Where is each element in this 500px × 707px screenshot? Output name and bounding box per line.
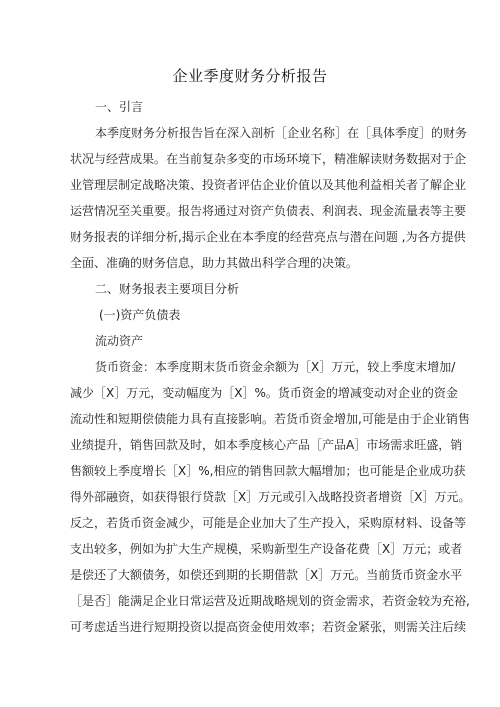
cash-paragraph-line: 流动性和短期偿债能力具有直接影响。若货币资金增加,可能是由于企业销售 — [70, 412, 470, 426]
cash-paragraph-line: 减少［X］万元，变动幅度为［X］%。货币资金的增减变动对企业的资金 — [70, 386, 458, 400]
cash-paragraph-line: ［是否］能满足企业日常运营及近期战略规划的资金需求，若资金较为充裕, — [70, 594, 470, 608]
subsection-heading-balance-sheet: (一)资产负债表 — [99, 308, 181, 322]
cash-paragraph-line: 可考虑适当进行短期投资以提高资金使用效率；若资金紧张，则需关注后续 — [70, 620, 467, 634]
intro-line: 本季度财务分析报告旨在深入剖析［企业名称］在［具体季度］的财务 — [95, 126, 468, 140]
cash-paragraph-line: 得外部融资，如获得银行贷款［X］万元或引入战略投资者增资［X］万元。 — [70, 490, 471, 504]
section-heading-financial-analysis: 二、财务报表主要项目分析 — [95, 282, 240, 296]
cash-paragraph-line: 支出较多，例如为扩大生产规模，采购新型生产设备花费［X］万元；或者 — [70, 542, 463, 556]
cash-paragraph-line: 货币资金：本季度期末货币资金余额为［X］万元，较上季度末增加/ — [95, 360, 456, 374]
section-heading-intro: 一、引言 — [95, 100, 144, 114]
cash-paragraph-line: 业绩提升，销售回款及时，如本季度核心产品［产品A］市场需求旺盛，销 — [70, 438, 463, 452]
cash-paragraph-line: 售额较上季度增长［X］%,相应的销售回款大幅增加；也可能是企业成功获 — [70, 464, 466, 478]
intro-line: 状况与经营成果。在当前复杂多变的市场环境下，精准解读财务数据对于企 — [70, 152, 467, 166]
intro-line: 运营情况至关重要。报告将通过对资产负债表、利润表、现金流量表等主要 — [70, 204, 467, 218]
intro-line: 财务报表的详细分析,揭示企业在本季度的经营亮点与潜在问题 ,为各方提供 — [70, 230, 466, 244]
intro-line: 全面、准确的财务信息，助力其做出科学合理的决策。 — [70, 256, 359, 270]
cash-paragraph-line: 是偿还了大额债务，如偿还到期的长期借款［X］万元。当前货币资金水平 — [70, 568, 463, 582]
subsubsection-heading-current-assets: 流动资产 — [95, 334, 144, 348]
document-title: 企业季度财务分析报告 — [172, 67, 328, 85]
cash-paragraph-line: 反之，若货币资金减少，可能是企业加大了生产投入，采购原材料、设备等 — [70, 516, 467, 530]
intro-line: 业管理层制定战略决策、投资者评估企业价值以及其他利益相关者了解企业 — [70, 178, 467, 192]
